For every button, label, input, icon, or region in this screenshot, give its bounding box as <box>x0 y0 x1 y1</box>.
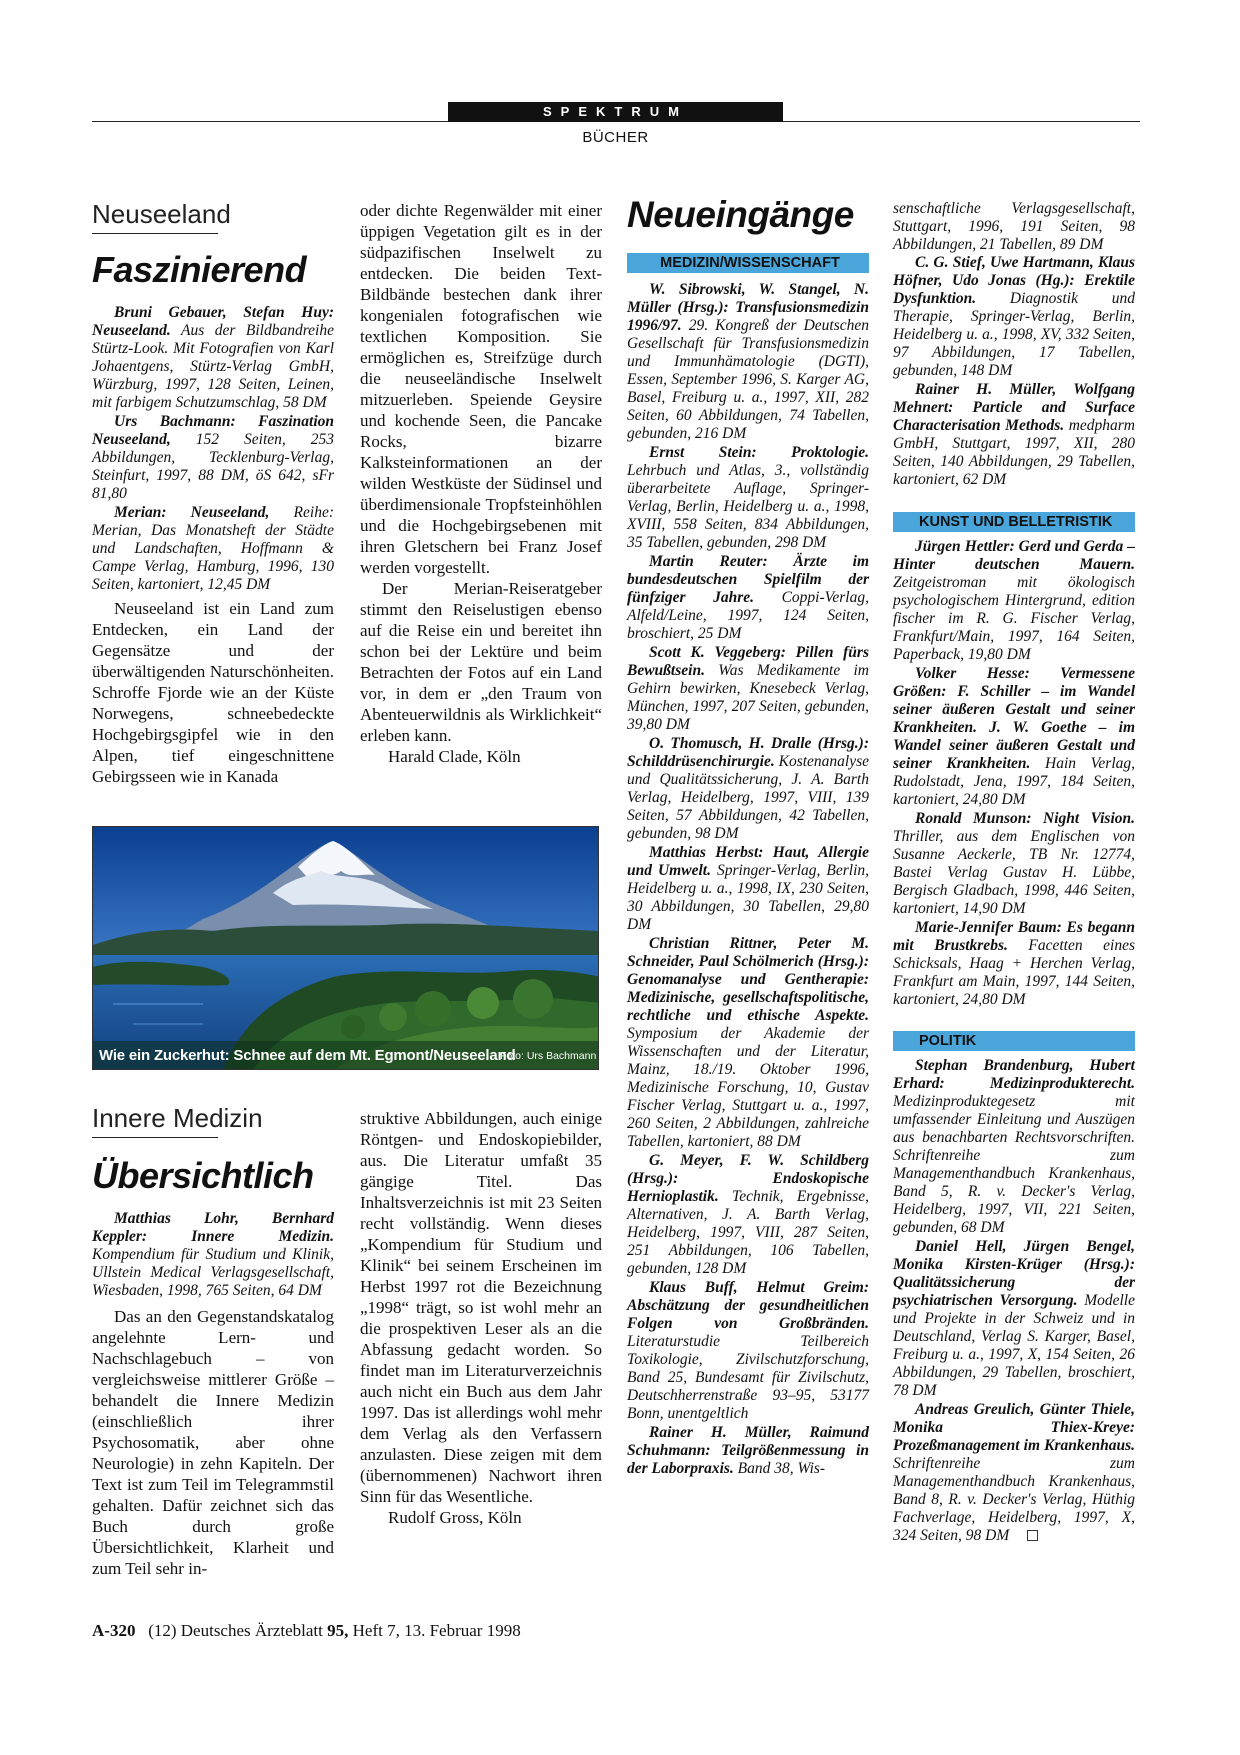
book-title: Ronald Munson: Night Vision. <box>915 810 1135 827</box>
book-details: Hain Verlag, Rudolstadt, Jena, 1997, 184 Seiten, kartoniert, 24,80 DM <box>893 755 1135 808</box>
article1-signature: Harald Clade, Köln <box>388 747 521 766</box>
book-entry <box>627 1424 869 1478</box>
mountain-lake-image <box>93 827 599 1070</box>
article2-signature: Rudolf Gross, Köln <box>388 1508 522 1527</box>
section-bar: SPEKTRUM <box>448 102 783 122</box>
book-details: Schriftenreihe zum Managementhandbuch Krankenhaus, Band 8, R. v. Decker's Verlag, Hüthig Fachverlage, Heidelberg, 1997, X, 324 Seiten, 98 DM <box>893 1455 1135 1544</box>
book-entry <box>893 381 1135 489</box>
article1-body-col2-p2: Der Merian-Reiseratgeber stimmt den Reiselustigen ebenso auf die Reise ein und bereitet ihn schon bei der Lektüre und beim Betrachten der Fotos auf ein Land vor, in dem er „den Traum von Abenteuerwildnis als Wirklichkeit“ erleben kann. <box>360 579 602 745</box>
book-title: Ernst Stein: Proktologie. <box>649 444 869 461</box>
book-details: Medizinproduktegesetz mit umfassender Einleitung und Auszügen aus benachbarten Rechtsvorschriften. Schriftenreihe zum Managementhandbuch Krankenhaus, Band 5, R. v. Decker's Verlag, Heidelberg, 1997, VII, 221 Seiten, gebunden, 68 DM <box>893 1093 1135 1236</box>
book-entry <box>627 281 869 443</box>
article2-bibliography <box>92 1210 334 1300</box>
book-entry <box>92 1210 334 1300</box>
book-entry <box>627 1279 869 1423</box>
mountain-photo <box>92 826 599 1070</box>
book-title: C. G. Stief, Uwe Hartmann, Klaus Höfner, Udo Jonas (Hg.): Erektile Dysfunktion. <box>893 254 1135 307</box>
book-details: Symposium der Akademie der Wissenschaften und der Literatur, Mainz, 18./19. Oktober 1996, Medizinische Forschung, 10, Gustav Fischer Verlag, Stuttgart u. a., 1997, 260 Seiten, 2 Abbildungen, zahlreiche Tabellen, kartoniert, 88 DM <box>627 1025 869 1150</box>
politik-list <box>893 1057 1135 1545</box>
book-entry <box>92 413 334 503</box>
subsection-label: BÜCHER <box>582 129 649 146</box>
category-politik: POLITIK <box>893 1031 1135 1051</box>
book-entry <box>92 304 334 412</box>
issue-pre: (12) Deutsches Ärzteblatt <box>148 1621 328 1640</box>
article1-kicker: Neuseeland <box>92 199 231 229</box>
book-details: 29. Kongreß der Deutschen Gesellschaft für Transfusionsmedizin und Immunhämatologie (DGTI), Essen, September 1996, S. Karger AG, Basel, Freiburg u. a., 1997, XII, 282 Seiten, 60 Abbildungen, 74 Tabellen, gebunden, 216 DM <box>627 317 869 442</box>
article1-kicker-rule <box>92 233 218 234</box>
book-entry <box>627 935 869 1151</box>
article2-col1 <box>92 1210 334 1579</box>
book-title: Volker Hesse: Vermessene Größen: F. Schiller – im Wandel seiner äußeren Gestalt und seiner Krankheiten. J. W. Goethe – im Wandel seiner äußeren Gestalt und seiner Krankheiten. <box>893 665 1135 772</box>
issue-post: Heft 7, 13. Februar 1998 <box>348 1621 521 1640</box>
book-details: Springer-Verlag, Berlin, Heidelberg u. a., 1998, IX, 230 Seiten, 30 Abbildungen, 30 Tabellen, 29,80 DM <box>627 862 870 933</box>
book-title: G. Meyer, F. W. Schildberg (Hrsg.): Endoskopische Hernioplastik. <box>627 1152 869 1205</box>
book-details: Modelle und Projekte in der Schweiz und in Deutschland, Verlag S. Karger, Basel, Freiburg u. a., 1997, X, 154 Seiten, 26 Abbildungen, 29 Tabellen, broschiert, 78 DM <box>893 1292 1135 1399</box>
book-details: Kostenanalyse und Qualitätssicherung, J. A. Barth Verlag, Heidelberg, 1997, VIII, 139 Seiten, 57 Abbildungen, 42 Tabellen, gebunden, 98 DM <box>627 753 870 842</box>
book-title: Christian Rittner, Peter M. Schneider, Paul Schölmerich (Hrsg.): Genomanalyse und Gentherapie: Medizinische, gesellschaftspolitische, rechtliche und ethische Aspekte. <box>627 935 869 1024</box>
book-title: Matthias Herbst: Haut, Allergie und Umwelt. <box>627 844 869 879</box>
book-details: Literaturstudie Teilbereich Toxikologie, Zivilschutzforschung, Band 25, Bundesamt für Zivilschutz, Deutschherrenstraße 93–95, 53177 Bonn, unentgeltlich <box>627 1333 869 1422</box>
article1-bibliography <box>92 304 334 594</box>
photo-caption: Wie ein Zuckerhut: Schnee auf dem Mt. Egmont/Neuseeland <box>99 1047 516 1064</box>
book-title: Jürgen Hettler: Gerd und Gerda – Hinter deutschen Mauern. <box>893 538 1135 573</box>
book-entry <box>893 1401 1135 1545</box>
article2-kicker-rule <box>92 1137 218 1138</box>
article2-col2 <box>360 1108 602 1528</box>
book-title: Matthias Lohr, Bernhard Keppler: Innere Medizin. <box>92 1210 334 1245</box>
book-details: Reihe: Merian, Das Monatsheft der Städte und Landschaften, Hoffmann & Campe Verlag, Hamburg, 1996, 130 Seiten, kartoniert, 12,45 DM <box>92 504 334 593</box>
book-details: Kompendium für Studium und Klinik, Ullstein Medical Verlagsgesellschaft, Wiesbaden, 1998, 765 Seiten, 64 DM <box>92 1246 334 1299</box>
book-title: O. Thomusch, H. Dralle (Hrsg.): Schilddrüsenchirurgie. <box>627 735 869 770</box>
book-entry <box>627 644 869 734</box>
book-details: Lehrbuch und Atlas, 3., vollständig überarbeitete Auflage, Springer-Verlag, Berlin, Heidelberg u. a., 1998, XVIII, 558 Seiten, 834 Abbildungen, 35 Tabellen, gebunden, 298 DM <box>627 462 869 551</box>
book-details: Band 38, Wis- <box>733 1460 826 1477</box>
photo-credit: Foto: Urs Bachmann <box>500 1050 597 1062</box>
book-entry <box>893 538 1135 664</box>
book-title: Klaus Buff, Helmut Greim: Abschätzung der gesundheitlichen Folgen von Großbränden. <box>627 1279 869 1332</box>
medizin-col4-continuation: senschaftliche Verlagsgesellschaft, Stuttgart, 1996, 191 Seiten, 98 Abbildungen, 21 Tabellen, 89 DM <box>893 200 1135 253</box>
category-medizin: MEDIZIN/WISSENSCHAFT <box>627 253 869 273</box>
book-entry <box>893 1238 1135 1400</box>
medizin-list-col3 <box>627 281 869 1478</box>
book-details: Aus der Bildbandreihe Stürtz-Look. Mit Fotografien von Karl Johaentgens, Stürtz-Verlag GmbH, Würzburg, 1997, 128 Seiten, Leinen, mit farbigem Schutzumschlag, 58 DM <box>92 322 334 411</box>
book-entry <box>627 1152 869 1278</box>
book-entry <box>893 1057 1135 1237</box>
page-number: A-320 <box>92 1621 136 1640</box>
book-entry <box>627 844 869 934</box>
article2-title: Übersichtlich <box>92 1155 314 1196</box>
article2-body-col1: Das an den Gegenstandskatalog angelehnte Lern- und Nachschlagebuch – von vergleichsweise mittlerer Größe – behandelt die Innere Medizin (einschließlich ihrer Psychosomatik, aber ohne Neurologie) in zehn Kapiteln. Der Text ist zum Teil im Telegrammstil gehalten. Dafür zeichnet sich das Buch durch große Übersichtlichkeit, Klarheit und zum Teil sehr in- <box>92 1307 334 1578</box>
end-mark-icon <box>1027 1530 1038 1541</box>
book-title: Bruni Gebauer, Stefan Huy: Neuseeland. <box>92 304 334 339</box>
book-details: Was Medikamente im Gehirn bewirken, Knesebeck Verlag, München, 1997, 207 Seiten, gebunden, 39,80 DM <box>627 662 869 733</box>
neueingaenge-col4 <box>893 200 1135 1545</box>
article1-body-col1: Neuseeland ist ein Land zum Entdecken, ein Land der Gegensätze und der überwältigenden Naturschönheiten. Schroffe Fjorde wie an der Küste Norwegens, schneebedeckte Hochgebirgsgipfel wie in den Alpen, tief eingeschnittene Gebirgsseen wie in Kanada <box>92 599 334 786</box>
article2-kicker: Innere Medizin <box>92 1103 263 1133</box>
category-kunst: KUNST UND BELLETRISTIK <box>893 512 1135 532</box>
book-entry <box>627 735 869 843</box>
book-title: Merian: Neuseeland, <box>114 504 270 521</box>
page-footer <box>92 1621 521 1641</box>
article1-col2 <box>360 200 602 767</box>
book-details: Facetten eines Schicksals, Haag + Herchen Verlag, Frankfurt am Main, 1997, 144 Seiten, kartoniert, 24,80 DM <box>893 937 1135 1008</box>
book-details: Diagnostik und Therapie, Springer-Verlag, Berlin, Heidelberg u. a., 1998, XV, 332 Seiten, 97 Abbildungen, 17 Tabellen, gebunden, 148 DM <box>893 290 1135 379</box>
book-title: Martin Reuter: Ärzte im bundesdeutschen Spielfilm der fünfziger Jahre. <box>627 553 869 606</box>
book-title: Stephan Brandenburg, Hubert Erhard: Medizinprodukterecht. <box>893 1057 1135 1092</box>
book-details: medpharm GmbH, Stuttgart, 1997, XII, 280 Seiten, 140 Abbildungen, 29 Tabellen, kartoniert, 62 DM <box>893 417 1135 488</box>
book-details: Coppi-Verlag, Alfeld/Leine, 1997, 124 Seiten, broschiert, 25 DM <box>627 589 869 642</box>
book-title: Marie-Jennifer Baum: Es begann mit Brustkrebs. <box>893 919 1135 954</box>
neueingaenge-title: Neueingänge <box>627 194 854 235</box>
article1-body-col2-p1: oder dichte Regenwälder mit einer üppigen Vegetation gilt es in der südpazifischen Inselwelt zu entdecken. Die beiden Text-Bildbände bestechen dank ihrer kongenialen fotografischen wie textlichen Komposition. Sie ermöglichen es, Streifzüge durch die neuseeländische Inselwelt mitzuerleben. Speiende Geysire und kochende Seen, die Pancake Rocks, bizarre Kalksteinformationen an der wilden Westküste der Südinsel und überdimensionale Tropfsteinhöhlen und die Hochgebirgsebenen mit ihren Gletschern bei Franz Josef werden vorgestellt. <box>360 201 602 577</box>
book-entry <box>92 504 334 594</box>
book-title: Rainer H. Müller, Raimund Schuhmann: Teilgrößenmessung in der Laborpraxis. <box>627 1424 869 1477</box>
book-title: Daniel Hell, Jürgen Bengel, Monika Kirsten-Krüger (Hrsg.): Qualitätssicherung der psychiatrischen Versorgung. <box>893 1238 1135 1309</box>
book-title: W. Sibrowski, W. Stangel, N. Müller (Hrsg.): Transfusionsmedizin 1996/97. <box>627 281 869 334</box>
book-entry <box>893 810 1135 918</box>
book-entry <box>893 254 1135 380</box>
book-details: Technik, Ergebnisse, Alternativen, J. A. Barth Verlag, Heidelberg, 1997, VIII, 287 Seiten, 251 Abbildungen, 106 Tabellen, gebunden, 128 DM <box>627 1188 869 1277</box>
neueingaenge-col3 <box>627 253 869 1478</box>
book-title: Andreas Greulich, Günter Thiele, Monika Thiex-Kreye: Prozeßmanagement im Krankenhaus. <box>893 1401 1135 1454</box>
book-entry <box>893 919 1135 1009</box>
book-title: Scott K. Veggeberg: Pillen fürs Bewußtsein. <box>627 644 869 679</box>
book-entry <box>627 553 869 643</box>
kunst-list <box>893 538 1135 1009</box>
article2-body-col2: struktive Abbildungen, auch einige Röntgen- und Endoskopiebilder, aus. Die Literatur umfaßt 35 gängige Titel. Das Inhaltsverzeichnis ist mit 23 Seiten recht vollständig. Wenn dieses „Kompendium für Studium und Klinik“ bei seinem Erscheinen im Herbst 1997 rot die Bezeichnung „1998“ trägt, so ist wohl mehr an die prospektiven Leser als an die Abfassung gedacht worden. So findet man im Literaturverzeichnis auch nicht ein Buch aus dem Jahr 1997. Das ist allerdings wohl mehr dem Verlag als den Verfassern anzulasten. Diese zeigen mit dem (übernommenen) Nachwort ihren Sinn für das Wesentliche. <box>360 1109 602 1506</box>
book-title: Urs Bachmann: Faszination Neuseeland, <box>92 413 334 448</box>
medizin-list-col4 <box>893 254 1135 489</box>
book-title: Rainer H. Müller, Wolfgang Mehnert: Particle and Surface Characterisation Methods. <box>893 381 1135 434</box>
article1-col1 <box>92 304 334 787</box>
book-details: Zeitgeistroman mit ökologisch psychologischem Hintergrund, edition fischer im R. G. Fischer Verlag, Frankfurt/Main, 1997, 164 Seiten, Paperback, 19,80 DM <box>893 574 1135 663</box>
article1-title: Faszinierend <box>92 249 307 290</box>
book-entry <box>893 665 1135 809</box>
issue-volume: 95, <box>327 1621 349 1640</box>
book-details: 152 Seiten, 253 Abbildungen, Tecklenburg-Verlag, Steinfurt, 1997, 88 DM, öS 642, sFr 81,80 <box>92 431 334 502</box>
book-details: Thriller, aus dem Englischen von Susanne Aeckerle, TB Nr. 12774, Bastei Verlag Gustav H. Lübbe, Bergisch Gladbach, 1998, 446 Seiten, kartoniert, 14,90 DM <box>893 828 1135 917</box>
book-entry <box>627 444 869 552</box>
